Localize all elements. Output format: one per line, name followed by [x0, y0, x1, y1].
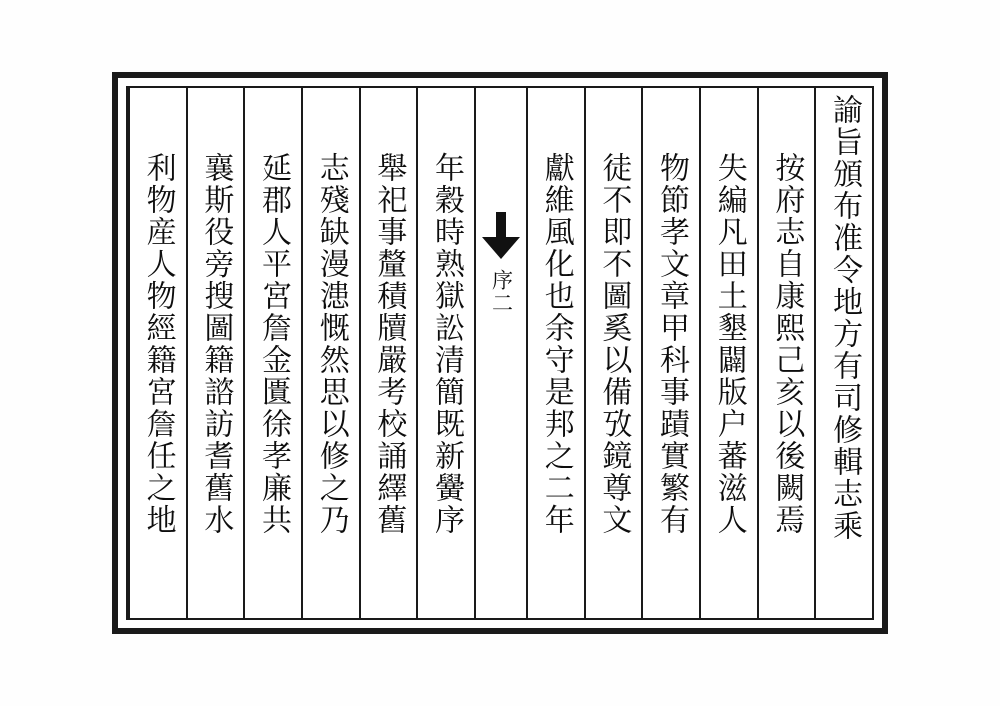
text-column-4 — [641, 88, 699, 618]
fishtail-icon — [482, 237, 520, 259]
text-column-8 — [359, 88, 417, 618]
section-marker-column — [474, 88, 526, 618]
column-text: 諭旨頒布准令地方有司修輯志乘 — [827, 94, 863, 542]
text-column-12 — [128, 88, 186, 618]
text-column-10 — [243, 88, 301, 618]
text-columns-container — [128, 88, 872, 618]
text-column-6 — [526, 88, 584, 618]
text-column-9 — [301, 88, 359, 618]
fishtail-ornament — [482, 212, 520, 315]
column-text: 利物産人物經籍宮詹任之地 — [140, 152, 176, 536]
page-outer-frame — [112, 72, 888, 634]
marker-bar-icon — [496, 212, 506, 238]
column-text: 按府志自康熙己亥以後闕焉 — [769, 152, 805, 536]
text-column-11 — [186, 88, 244, 618]
text-column-2 — [757, 88, 815, 618]
column-text: 延郡人平宮詹金匱徐孝廉共 — [256, 152, 292, 536]
page-inner-frame — [126, 86, 874, 620]
column-text: 襄斯役旁搜圖籍諮訪耆舊水 — [198, 152, 234, 536]
column-text: 物節孝文章甲科事蹟實繁有 — [654, 152, 690, 536]
column-text: 失編凡田土墾闢版户蕃滋人 — [711, 152, 747, 536]
column-text: 年穀時熟獄訟清簡既新黌序 — [429, 152, 465, 536]
text-column-5 — [584, 88, 642, 618]
column-text: 獻維風化也余守是邦之二年 — [538, 152, 574, 536]
text-column-3 — [699, 88, 757, 618]
column-text: 舉祀事釐積牘嚴考校誦繹舊 — [371, 152, 407, 536]
text-column-7 — [416, 88, 474, 618]
text-column-1 — [814, 88, 872, 618]
column-text: 徒不即不圖奚以備攷鏡尊文 — [596, 152, 632, 536]
section-marker-label: 序二 — [489, 269, 514, 315]
column-text: 志殘缺漫漶慨然思以修之乃 — [313, 152, 349, 536]
